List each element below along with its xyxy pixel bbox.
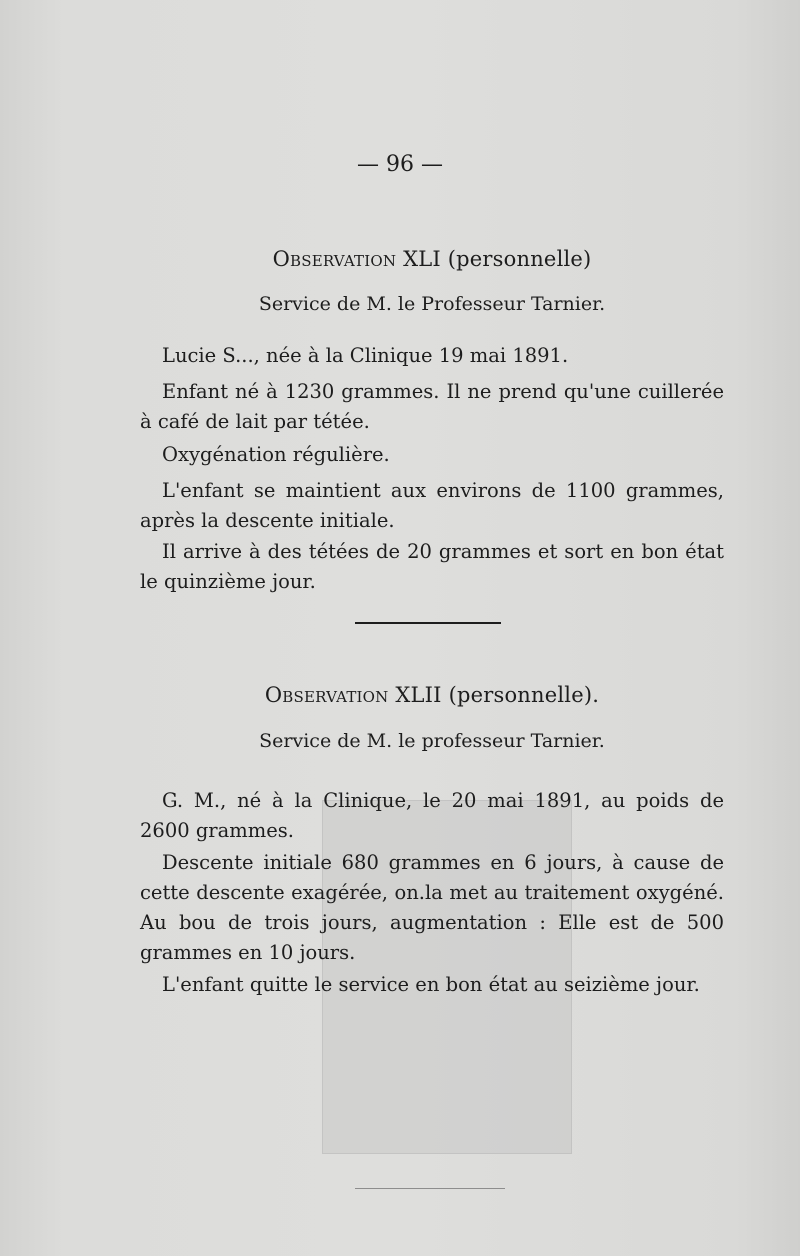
observation-heading xyxy=(140,247,724,271)
paragraph: Lucie S..., née à la Clinique 19 mai 1891. xyxy=(162,344,569,367)
page-number: — 96 — xyxy=(357,152,443,177)
observation-heading xyxy=(140,683,724,707)
paragraph: G. M., né à la Clinique, le 20 mai 1891, au poids de 2600 grammes. xyxy=(140,789,724,842)
service-line: Service de M. le professeur Tarnier. xyxy=(259,730,605,752)
paragraph: L'enfant quitte le service en bon état au seizième jour. xyxy=(162,973,700,996)
paragraph: L'enfant se maintient aux environs de 1100 grammes, après la descente initiale. xyxy=(140,479,724,532)
observation-number: XLII xyxy=(395,683,442,707)
observation-label: Observation xyxy=(264,683,389,707)
observation-note: (personnelle) xyxy=(447,247,592,271)
paragraph: Il arrive à des tétées de 20 grammes et sort en bon état le quinzième jour. xyxy=(140,540,724,593)
observation-number: XLI xyxy=(403,247,441,271)
observation-note: (personnelle). xyxy=(448,683,600,707)
paragraph: Descente initiale 680 grammes en 6 jours, à cause de cette descente exagérée, on.la met au traitement oxygéné. Au bou de trois jours, augmentation : Elle est de 500 grammes en 10 jours. xyxy=(140,851,724,964)
section-divider xyxy=(355,622,501,624)
paragraph: Oxygénation régulière. xyxy=(162,443,390,466)
paragraph: Enfant né à 1230 grammes. Il ne prend qu'une cuillerée à café de lait par tétée. xyxy=(140,380,724,433)
observation-label: Observation xyxy=(272,247,397,271)
bottom-rule xyxy=(355,1188,505,1189)
service-line: Service de M. le Professeur Tarnier. xyxy=(258,293,606,315)
